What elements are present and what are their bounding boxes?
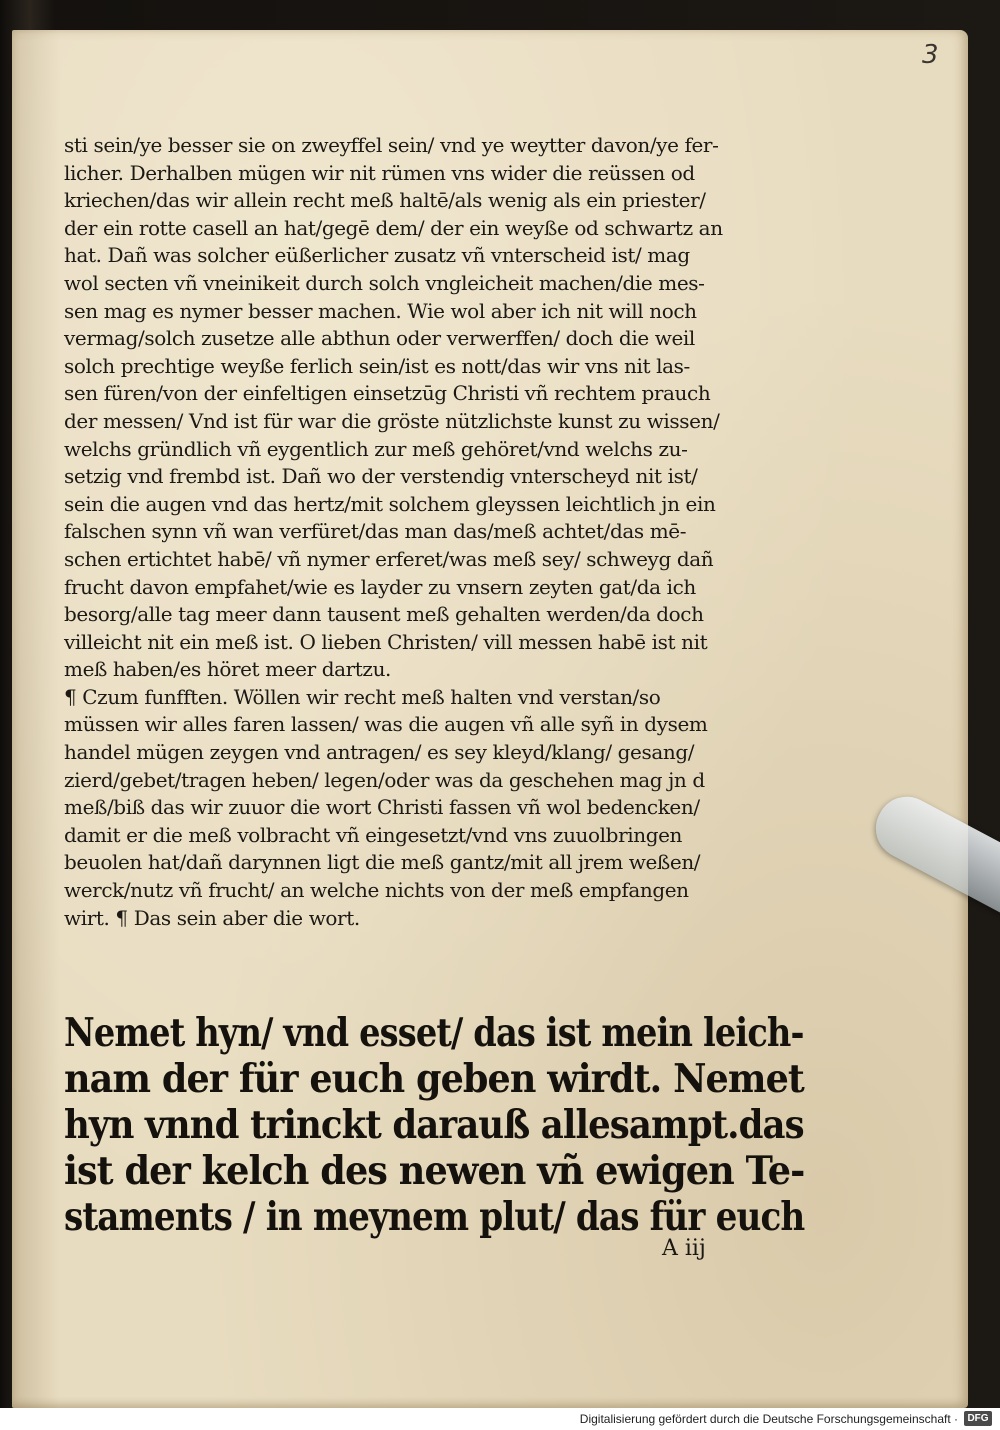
text-line: ¶ Czum funfften. Wöllen wir recht meß halten vnd verstan/so: [64, 684, 661, 709]
dfg-logo-icon: DFG: [964, 1411, 992, 1426]
text-line: handel mügen zeygen vnd antragen/ es sey kleyd/klang/ gesang/: [64, 740, 695, 765]
text-line: wirt. ¶ Das sein aber die wort.: [64, 905, 360, 930]
book-page: [12, 30, 968, 1408]
text-line: falschen synn vñ wan verfüret/das man das/meß achtet/das mē-: [64, 519, 687, 544]
text-line: sein die augen vnd das hertz/mit solchem gleyssen leichtlich jn ein: [64, 491, 716, 516]
text-line: der messen/ Vnd ist für war die gröste nützlichste kunst zu wissen/: [64, 408, 720, 433]
folio-number: 3: [922, 40, 939, 70]
text-line: welchs gründlich vñ eygentlich zur meß gehöret/vnd welchs zu-: [64, 436, 688, 461]
large-text-line: ist der kelch des newen vñ ewigen Te-: [64, 1148, 805, 1194]
words-of-institution: [64, 1010, 804, 1240]
text-line: setzig vnd frembd ist. Dañ wo der verstendig vnterscheyd nit ist/: [64, 464, 698, 489]
text-line: meß haben/es höret meer dartzu.: [64, 657, 392, 682]
text-line: sti sein/ye besser sie on zweyffel sein/ vnd ye weytter davon/ye fer-: [64, 133, 719, 157]
text-line: licher. Derhalben mügen wir nit rümen vns wider die reüssen od: [64, 160, 695, 185]
text-line: damit er die meß volbracht vñ eingesetzt/vnd vns zuuolbringen: [64, 822, 683, 847]
large-text-line: nam der für euch geben wirdt. Nemet: [64, 1056, 804, 1102]
large-text-line: hyn vnnd trinckt darauß allesampt.das: [64, 1102, 804, 1148]
body-text: [64, 132, 824, 932]
text-line: sen mag es nymer besser machen. Wie wol aber ich nit will noch: [64, 298, 697, 323]
text-line: hat. Dañ was solcher eüßerlicher zusatz vñ vnterscheid ist/ mag: [64, 243, 690, 268]
text-line: villeicht nit ein meß ist. O lieben Christen/ vill messen habē ist nit: [64, 629, 708, 654]
text-line: frucht davon empfahet/wie es layder zu vnsern zeyten gat/da ich: [64, 574, 696, 599]
text-line: kriechen/das wir allein recht meß haltē/als wenig als ein priester/: [64, 188, 706, 213]
large-text-line: staments / in meynem plut/ das für euch: [64, 1194, 805, 1240]
footer-bar: [0, 1408, 1000, 1430]
text-line: zierd/gebet/tragen heben/ legen/oder was da geschehen mag jn d: [64, 767, 705, 792]
text-line: solch prechtige weyße ferlich sein/ist es nott/das wir vns nit las-: [64, 353, 690, 378]
text-line: schen ertichtet habē/ vñ nymer erferet/was meß sey/ schweyg dañ: [64, 546, 714, 571]
text-line: sen füren/von der einfeltigen einsetzūg Christi vñ rechtem prauch: [64, 381, 711, 406]
text-line: meß/biß das wir zuuor die wort Christi fassen vñ wol bedencken/: [64, 795, 700, 820]
text-line: vermag/solch zusetze alle abthun oder verwerffen/ doch die weil: [64, 326, 695, 351]
text-line: müssen wir alles faren lassen/ was die augen vñ alle syñ in dysem: [64, 712, 708, 737]
text-line: beuolen hat/dañ darynnen ligt die meß gantz/mit all jrem weßen/: [64, 850, 701, 875]
text-line: werck/nutz vñ frucht/ an welche nichts von der meß empfangen: [64, 878, 689, 903]
funding-notice: Digitalisierung gefördert durch die Deutsche Forschungsgemeinschaft ·: [579, 1412, 958, 1426]
paragraph-czum-funfften: [64, 684, 824, 932]
large-text-line: Nemet hyn/ vnd esset/ das ist mein leich-: [64, 1010, 804, 1056]
text-line: wol secten vñ vneinikeit durch solch vngleicheit machen/die mes-: [64, 270, 705, 295]
signature-mark: A iij: [662, 1236, 706, 1261]
text-line: der ein rotte casell an hat/gegē dem/ der ein weyße od schwartz an: [64, 215, 723, 240]
text-line: besorg/alle tag meer dann tausent meß gehalten werden/da doch: [64, 602, 704, 627]
